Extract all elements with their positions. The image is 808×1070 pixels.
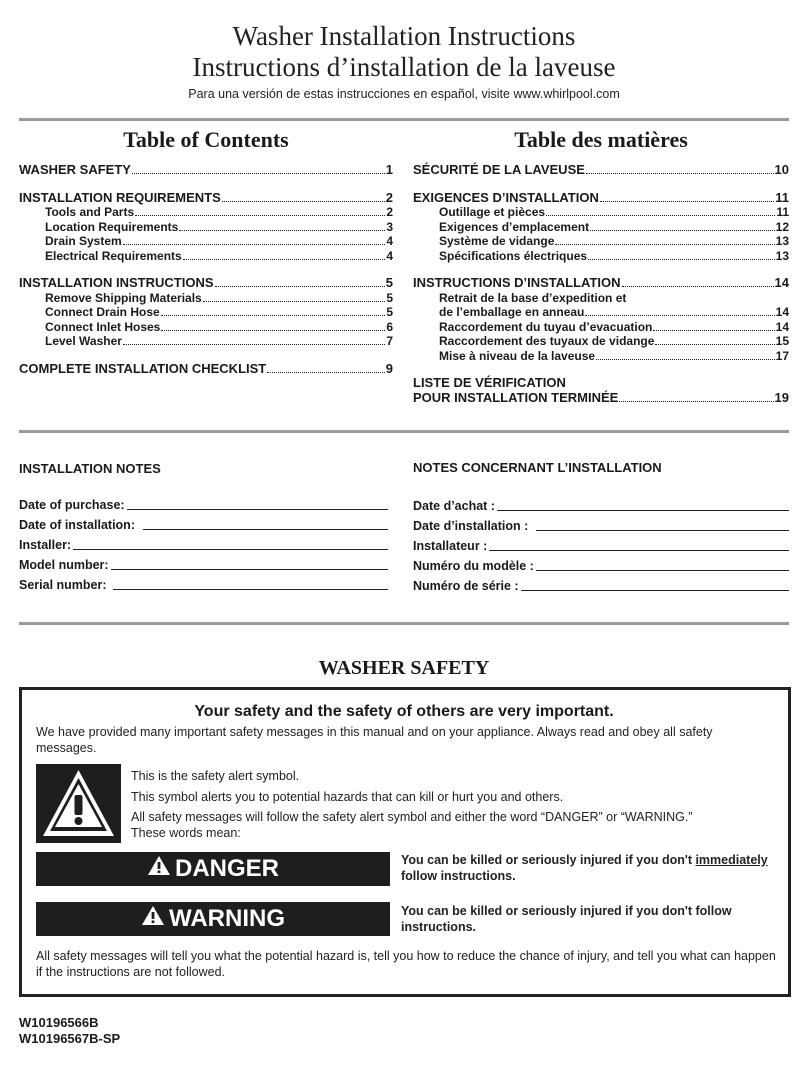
toc-entry-inlet-hoses[interactable]: Connect Inlet Hoses 6 xyxy=(45,319,393,334)
toc-entry-level[interactable]: Level Washer 7 xyxy=(45,334,393,348)
toc-entry-installation-requirements[interactable]: INSTALLATION REQUIREMENTS 2 xyxy=(19,189,393,205)
toc-entry-electrical[interactable]: Electrical Requirements 4 xyxy=(45,248,393,263)
field-installateur[interactable]: Installateur : xyxy=(413,533,789,553)
toc-entry-outillage[interactable]: Outillage et pièces 11 xyxy=(439,205,789,219)
warning-label: WARNING xyxy=(169,905,285,932)
toc-entry-retrait[interactable]: de l’emballage en anneau 14 xyxy=(439,305,789,319)
field-numero-modele[interactable]: Numéro du modèle : xyxy=(413,553,789,573)
toc-entry-instructions[interactable]: INSTRUCTIONS D’INSTALLATION 14 xyxy=(413,275,789,290)
danger-description: You can be killed or seriously injured if you don't immediately follow instructions. xyxy=(401,853,768,883)
toc-entry-liste[interactable]: POUR INSTALLATION TERMINÉE 19 xyxy=(413,389,789,405)
toc-entry-liste-line1[interactable]: LISTE DE VÉRIFICATION xyxy=(413,375,566,390)
toc-entry-vidange[interactable]: Système de vidange 13 xyxy=(439,234,789,248)
symbol-line-3: All safety messages will follow the safety alert symbol and either the word “DANGER” or “WARNING.” xyxy=(131,810,693,824)
toc-entry-electriques[interactable]: Spécifications électriques 13 xyxy=(439,248,789,263)
toc-entry-installation-instructions[interactable]: INSTALLATION INSTRUCTIONS 5 xyxy=(19,275,393,290)
notes-heading-en: INSTALLATION NOTES xyxy=(19,461,161,476)
toc-entry-washer-safety[interactable]: WASHER SAFETY 1 xyxy=(19,162,393,177)
field-date-of-purchase[interactable]: Date of purchase: xyxy=(19,492,388,512)
toc-entry-securite[interactable]: SÉCURITÉ DE LA LAVEUSE 10 xyxy=(413,162,789,177)
safety-alert-icon xyxy=(36,764,121,843)
model-number-2: W10196567B-SP xyxy=(19,1031,121,1046)
notes-fields-fr xyxy=(413,493,789,593)
toc-entry-exigences[interactable]: EXIGENCES D’INSTALLATION 11 xyxy=(413,189,789,205)
safety-intro: We have provided many important safety messages in this manual and on your appliance. Always read and obey all safety messages. xyxy=(36,725,713,755)
safety-box-title: Your safety and the safety of others are very important. xyxy=(194,703,614,720)
toc-entry-drain[interactable]: Drain System 4 xyxy=(45,234,393,248)
field-date-installation[interactable]: Date d’installation : xyxy=(413,513,789,533)
toc-heading-fr: Table des matières xyxy=(514,127,688,152)
toc-entry-location[interactable]: Location Requirements 3 xyxy=(45,219,393,234)
symbol-line-4: These words mean: xyxy=(131,826,241,840)
title-french: Instructions d’installation de la laveuse xyxy=(192,52,616,82)
toc-entry-emplacement[interactable]: Exigences d’emplacement 12 xyxy=(439,219,789,234)
field-serial-number[interactable]: Serial number: xyxy=(19,572,388,592)
toc-french xyxy=(413,163,789,405)
field-installer[interactable]: Installer: xyxy=(19,532,388,552)
warning-banner xyxy=(36,902,390,936)
toc-entry-tools[interactable]: Tools and Parts 2 xyxy=(45,205,393,219)
model-number-1: W10196566B xyxy=(19,1015,99,1030)
toc-entry-shipping[interactable]: Remove Shipping Materials 5 xyxy=(45,290,393,305)
symbol-line-2: This symbol alerts you to potential hazards that can kill or hurt you and others. xyxy=(131,790,564,804)
warning-triangle-icon xyxy=(141,905,165,933)
divider xyxy=(19,622,789,625)
toc-entry-tuyau-evacuation[interactable]: Raccordement du tuyau d’evacuation 14 xyxy=(439,319,789,334)
symbol-line-1: This is the safety alert symbol. xyxy=(131,769,300,783)
title-english: Washer Installation Instructions xyxy=(232,21,576,51)
toc-entry-niveau[interactable]: Mise à niveau de la laveuse 17 xyxy=(439,348,789,363)
divider xyxy=(19,118,789,121)
danger-label: DANGER xyxy=(174,855,279,882)
safety-heading: WASHER SAFETY xyxy=(318,657,490,679)
field-numero-serie[interactable]: Numéro de série : xyxy=(413,573,789,593)
notes-fields-en xyxy=(19,492,388,592)
warning-description: You can be killed or seriously injured if you don't follow instructions. xyxy=(401,904,732,934)
toc-entry-drain-hose[interactable]: Connect Drain Hose 5 xyxy=(45,305,393,319)
field-date-achat[interactable]: Date d’achat : xyxy=(413,493,789,513)
safety-footer: All safety messages will tell you what the potential hazard is, tell you how to reduce the chance of injury, and tell you what can happen if the instructions are not followed. xyxy=(36,949,776,979)
toc-english xyxy=(19,163,393,376)
toc-heading-en: Table of Contents xyxy=(123,127,289,152)
warning-triangle-icon xyxy=(147,855,171,883)
field-date-of-installation[interactable]: Date of installation: xyxy=(19,512,388,532)
field-model-number[interactable]: Model number: xyxy=(19,552,388,572)
danger-banner xyxy=(36,852,390,886)
spanish-note: Para una versión de estas instrucciones en español, visite www.whirlpool.com xyxy=(188,87,620,101)
toc-entry-checklist[interactable]: COMPLETE INSTALLATION CHECKLIST 9 xyxy=(19,360,393,376)
toc-entry-retrait-line1[interactable]: Retrait de la base d’expedition et xyxy=(439,290,627,305)
toc-entry-tuyaux-vidange[interactable]: Raccordement des tuyaux de vidange 15 xyxy=(439,334,789,348)
notes-heading-fr: NOTES CONCERNANT L’INSTALLATION xyxy=(413,460,662,475)
divider xyxy=(19,430,789,433)
